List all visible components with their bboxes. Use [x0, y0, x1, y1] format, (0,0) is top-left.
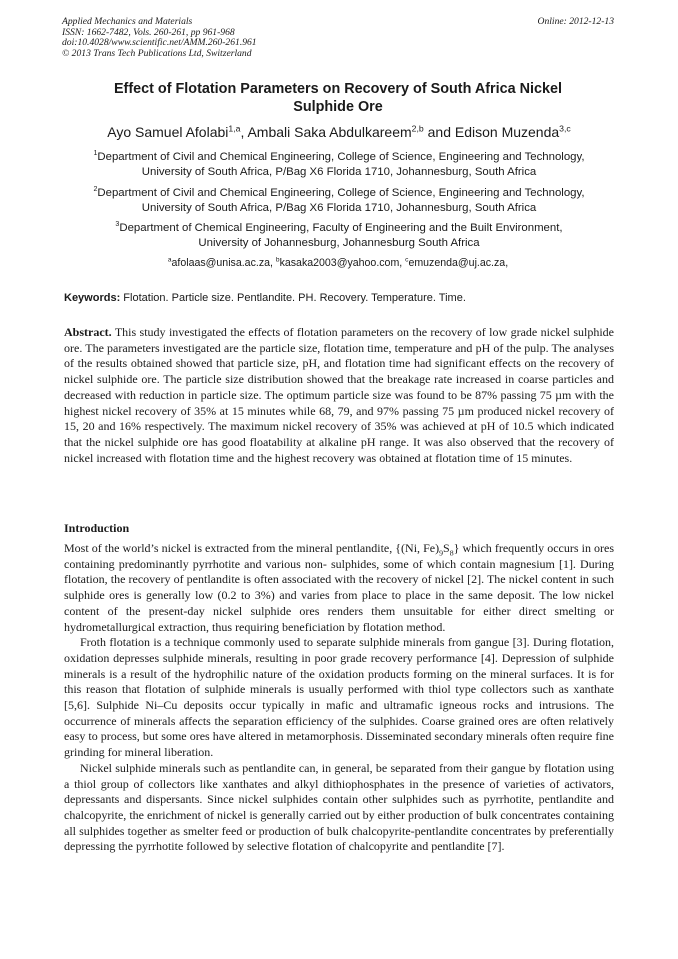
affiliation-line: $^3$Department of Chemical Engineering, Faculty of Engineering and the Built Environment,: [115, 221, 563, 234]
author-name: Edison Muzenda: [454, 124, 560, 140]
affiliation-line: $^2$Department of Civil and Chemical Engineering, College of Science, Engineering and Technology,: [93, 186, 585, 199]
affiliation-3: [50, 221, 628, 251]
author-list: [40, 124, 638, 140]
journal-metadata: [62, 17, 257, 59]
paragraph: Most of the world’s nickel is extracted from the mineral pentlandite, {(Ni, $Fe)_9S_8$} which frequently occurs in ores containing predominantly pyrrhotite and various non- sulphides, some of which contain magnesium [1]. During flotation, the recovery of pentlandite is often associated with the recovery of nickel [2]. The nickel content in such sulphide ores is generally low (0.2 to 3%) and varies from place to place in the same deposit. The low nickel content of the present-day nickel sulphide ores renders them unsuitable for either direct smelting or hydrometallurgical extraction, thus requiring beneficiation by flotation method.: [64, 541, 614, 634]
keywords-label: Keywords:: [64, 292, 121, 304]
author-affiliation-marker: 2,b: [411, 123, 424, 134]
abstract-text: This study investigated the effects of flotation parameters on the recovery of low grade nickel sulphide ore. The parameters investigated are the particle size, flotation time, temperature and pH of the pulp. The analyses of the results obtained showed that particle size, pH, and flotation time had significant effects on the recovery of nickel sulphide ore. The particle size distribution showed that the breakage rate increased in coarse particles and decreased with reduction in particle size. The optimum particle size was found to be 87% passing 75 µm with the highest nickel recovery of 35% at 15 minutes while 68, 79, and 97% passing 75 µm produced nickel recovery of 15, 20 and 16% respectively. The maximum nickel recovery of 35% was achieved at pH of 10.5 which indicated that the nickel sulphide ore has good floatability at alkaline pH range. It was also observed that the recovery of nickel increased with flotation time and the highest recovery was obtained at flotation time of 15 minutes.: [64, 325, 614, 465]
abstract: [64, 325, 614, 466]
paper-title: [62, 80, 614, 116]
author-name: Ambali Saka Abdulkareem: [247, 124, 412, 140]
author-separator: and: [423, 124, 455, 140]
email-link[interactable]: emuzenda@uj.ac.za,: [408, 257, 509, 269]
email-marker: c: [405, 256, 409, 264]
keywords: [64, 291, 616, 305]
title-line-2: Sulphide Ore: [293, 99, 383, 115]
keywords-text: Flotation. Particle size. Pentlandite. PH. Recovery. Temperature. Time.: [120, 292, 466, 304]
online-date: Online: 2012-12-13: [537, 16, 614, 27]
affiliation-number: 3: [115, 221, 120, 229]
issn-line: ISSN: 1662-7482, Vols. 260-261, pp 961-968: [62, 26, 235, 38]
affiliation-line: $^1$Department of Civil and Chemical Engineering, College of Science, Engineering and Technology,: [93, 150, 585, 163]
doi-line[interactable]: doi:10.4028/www.scientific.net/AMM.260-261.961: [62, 37, 257, 49]
email-link[interactable]: kasaka2003@yahoo.com,: [279, 257, 406, 269]
author-separator: ,: [240, 124, 248, 140]
author-name: Ayo Samuel Afolabi: [107, 124, 229, 140]
title-line-1: Effect of Flotation Parameters on Recovery of South Africa Nickel: [113, 81, 563, 97]
copyright-line: © 2013 Trans Tech Publications Ltd, Switzerland: [62, 47, 252, 59]
introduction-body: [64, 541, 614, 855]
affiliation-number: 2: [93, 186, 98, 194]
author-emails: [62, 256, 614, 270]
affiliation-2: [50, 186, 628, 216]
section-heading-introduction: Introduction: [64, 521, 130, 535]
email-marker: a: [167, 256, 172, 264]
affiliation-line: University of South Africa, P/Bag X6 Florida 1710, Johannesburg, South Africa: [141, 202, 537, 214]
journal-name: Applied Mechanics and Materials: [62, 16, 193, 27]
affiliation-line: University of Johannesburg, Johannesburg South Africa: [198, 237, 480, 249]
affiliation-line: University of South Africa, P/Bag X6 Florida 1710, Johannesburg, South Africa: [141, 166, 537, 178]
affiliation-number: 1: [93, 150, 98, 158]
abstract-label: Abstract.: [64, 325, 112, 339]
email-link[interactable]: afolaas@unisa.ac.za,: [171, 257, 276, 269]
author-affiliation-marker: 1,a: [228, 123, 241, 134]
paragraph: Nickel sulphide minerals such as pentlandite can, in general, be separated from their gangue by flotation using a thiol group of collectors like xanthates and alkyl dithiophosphates in the presence of varieties of activators, depressants and dispersants. Since nickel sulphides contain other sulphides such as pyrrhotite, pentlandite and chalcopyrite, the enrichment of nickel is generally carried out by either production of bulk concentrates containing all sulphides together as smelter feed or production of bulk chalcopyrite-pentlandite concentrates by preferentially depressing the pyrrhotite followed by selective flotation of chalcopyrite and pentlandite [7].: [64, 760, 614, 854]
email-marker: b: [275, 256, 280, 264]
paragraph: Froth flotation is a technique commonly used to separate sulphide minerals from gangue [3]. During flotation, oxidation depresses sulphide minerals, resulting in poor grade recovery performance [4]. Depression of sulphide minerals is a result of the hydrophilic nature of the oxidation products forming on the mineral surfaces. It is for this reason that flotation of sulphide minerals is usually performed with thiol type collectors such as xanthate [5,6]. Sulphide Ni–Cu deposits occur typically in mafic and ultramafic igneous rocks and intrusions. The occurrence of minerals affects the separation efficiency of the sulphides. Coarse grained ores are often relatively easy to process, but some ores have altered in metamorphosis. Disseminated secondary minerals often require fine grinding for mineral liberation.: [64, 635, 614, 760]
affiliation-1: [50, 150, 628, 180]
author-affiliation-marker: 3,c: [559, 123, 571, 134]
